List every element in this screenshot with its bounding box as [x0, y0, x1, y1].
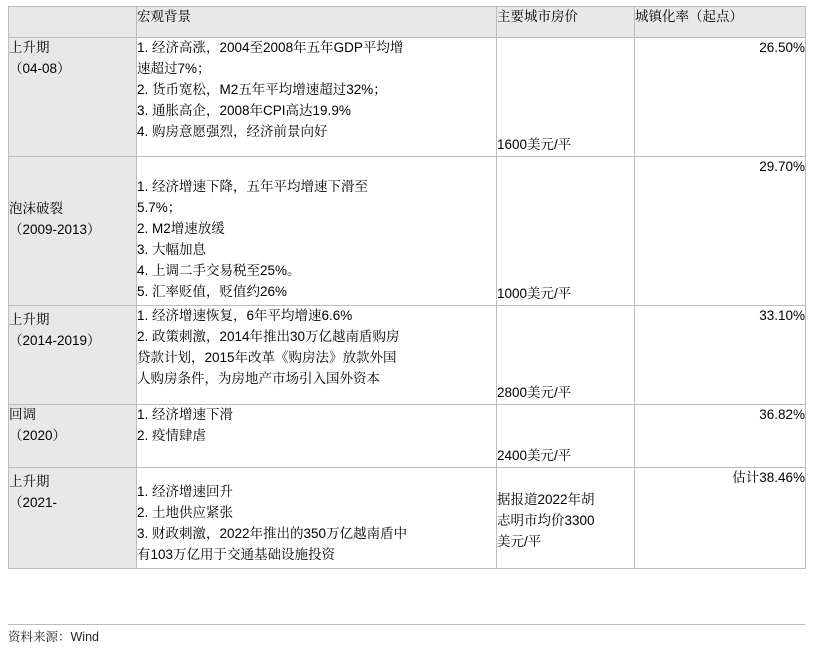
macro-line: 3. 财政刺激，2022年推出的350万亿越南盾中	[137, 525, 408, 541]
table-row	[9, 405, 806, 468]
column-header-price: 主要城市房价	[497, 7, 635, 38]
phase-line: （2020）	[9, 427, 67, 443]
vietnam-housing-cycle-table	[8, 6, 806, 569]
table-row	[9, 306, 806, 405]
row-price-cell	[497, 468, 635, 569]
price-line: 志明市均价3300	[497, 512, 595, 528]
table-row	[9, 38, 806, 157]
column-header-urbanization: 城镇化率（起点）	[635, 7, 806, 38]
column-header-phase	[9, 7, 137, 38]
table-header	[9, 7, 806, 38]
price-line: 美元/平	[497, 533, 542, 549]
phase-line: （2009-2013）	[9, 221, 101, 237]
macro-line: 5. 汇率贬值，贬值约26%	[137, 283, 288, 299]
phase-line: （04-08）	[9, 60, 71, 76]
table-figure	[0, 6, 813, 649]
macro-line: 1. 经济高涨，2004至2008年五年GDP平均增	[137, 40, 404, 55]
row-urbanization-cell: 29.70%	[635, 157, 806, 306]
phase-line: 上升期	[9, 474, 50, 489]
macro-line: 4. 上调二手交易税至25%。	[137, 262, 301, 278]
macro-line: 1. 经济增速回升	[137, 484, 234, 499]
row-phase-cell	[9, 38, 137, 157]
row-urbanization-cell: 36.82%	[635, 405, 806, 468]
row-macro-cell	[137, 468, 497, 569]
price-line: 2800美元/平	[497, 385, 572, 401]
macro-line: 2. 土地供应紧张	[137, 504, 234, 520]
price-line: 据报道2022年胡	[497, 492, 595, 507]
price-line: 1600美元/平	[497, 137, 572, 153]
row-price-cell	[497, 306, 635, 405]
macro-line: 4. 购房意愿强烈，经济前景向好	[137, 123, 328, 139]
phase-line: 上升期	[9, 40, 50, 55]
macro-line: 人购房条件，为房地产市场引入国外资本	[137, 370, 380, 386]
macro-line: 贷款计划，2015年改革《购房法》放款外国	[137, 349, 397, 365]
row-phase-cell	[9, 468, 137, 569]
macro-line: 3. 大幅加息	[137, 241, 207, 257]
column-header-macro: 宏观背景	[137, 7, 497, 38]
row-price-cell	[497, 157, 635, 306]
phase-line: （2014-2019）	[9, 332, 101, 348]
macro-line: 速超过7%；	[137, 60, 211, 76]
macro-line: 3. 通胀高企，2008年CPI高达19.9%	[137, 102, 351, 118]
footer-divider	[8, 624, 805, 625]
row-phase-cell	[9, 306, 137, 405]
macro-line: 有103万亿用于交通基础设施投资	[137, 546, 336, 562]
phase-line: （2021-	[9, 494, 58, 510]
row-phase-cell	[9, 405, 137, 468]
row-price-cell	[497, 38, 635, 157]
macro-line: 1. 经济增速下滑	[137, 407, 234, 422]
row-macro-cell	[137, 306, 497, 405]
table-body	[9, 38, 806, 569]
macro-line: 2. 政策刺激，2014年推出30万亿越南盾购房	[137, 328, 400, 344]
row-macro-cell	[137, 405, 497, 468]
row-macro-cell	[137, 38, 497, 157]
macro-line: 5.7%；	[137, 199, 182, 215]
row-phase-cell	[9, 157, 137, 306]
phase-line: 上升期	[9, 312, 50, 327]
macro-line: 2. 货币宽松，M2五年平均增速超过32%；	[137, 81, 387, 97]
row-urbanization-cell: 估计38.46%	[635, 468, 806, 569]
row-price-cell	[497, 405, 635, 468]
table-row	[9, 157, 806, 306]
row-urbanization-cell: 26.50%	[635, 38, 806, 157]
table-row	[9, 468, 806, 569]
table-header-row	[9, 7, 806, 38]
macro-line: 1. 经济增速恢复，6年平均增速6.6%	[137, 308, 353, 323]
row-urbanization-cell: 33.10%	[635, 306, 806, 405]
price-line: 2400美元/平	[497, 448, 572, 464]
macro-line: 2. M2增速放缓	[137, 220, 225, 236]
phase-line: 回调	[9, 407, 36, 422]
price-line: 1000美元/平	[497, 286, 572, 302]
macro-line: 2. 疫情肆虐	[137, 427, 207, 443]
source-note: 资料来源：Wind	[8, 630, 99, 644]
phase-line: 泡沫破裂	[9, 201, 63, 216]
macro-line: 1. 经济增速下降，五年平均增速下滑至	[137, 179, 369, 194]
row-macro-cell	[137, 157, 497, 306]
